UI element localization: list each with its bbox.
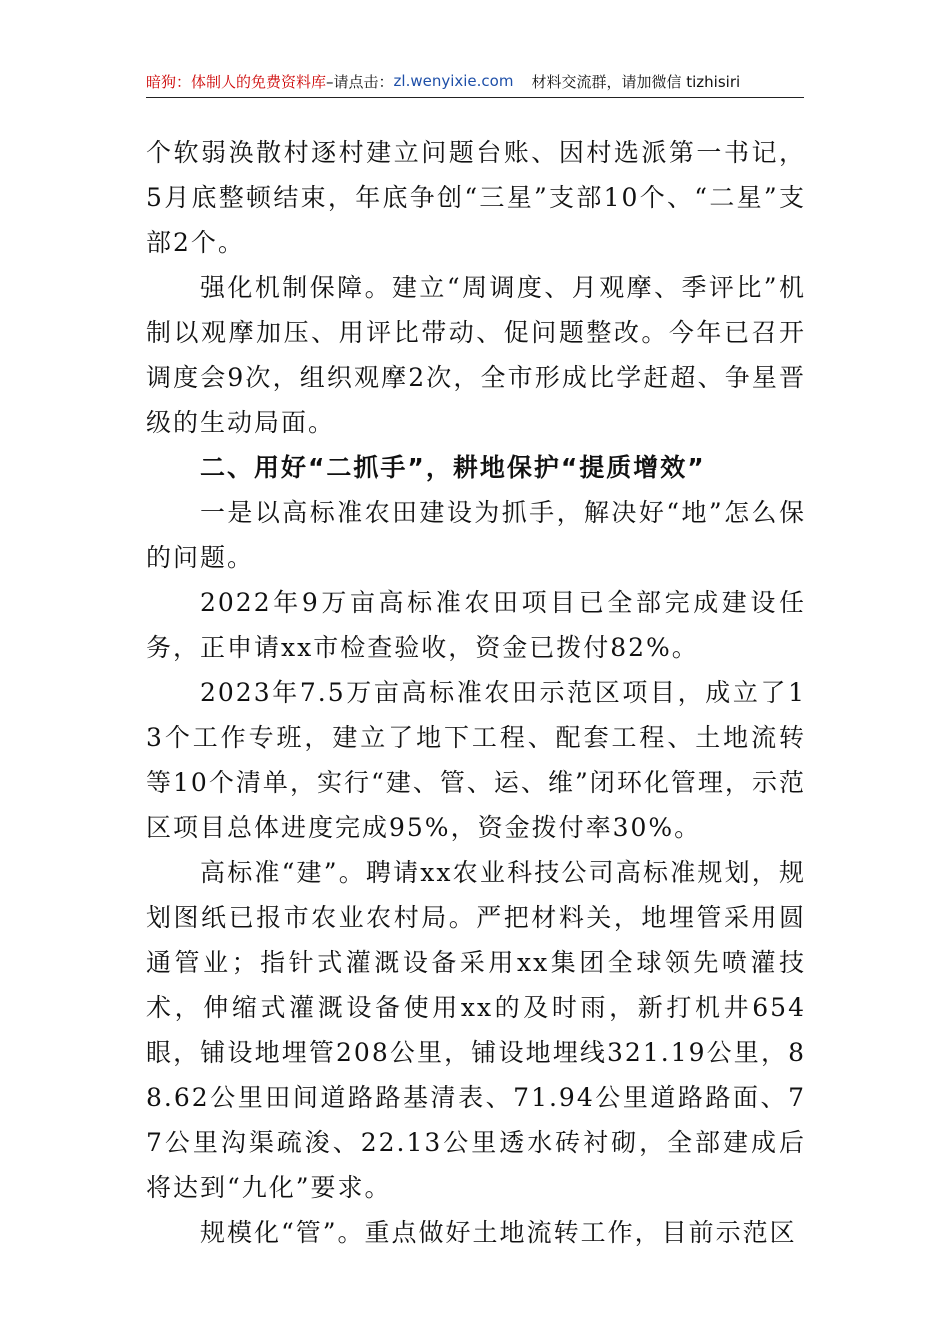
paragraph-4: 2022年9万亩高标准农田项目已全部完成建设任务，正申请xx市检查验收，资金已拨付82%。 [146, 588, 806, 662]
paragraph-3: 一是以高标准农田建设为抓手，解决好“地”怎么保的问题。 [146, 498, 806, 572]
paragraph-6: 高标准“建”。聘请xx农业科技公司高标准规划，规划图纸已报市农业农村局。严把材料关，地埋管采用圆通管业；指针式灌溉设备采用xx集团全球领先喷灌技术，伸缩式灌溉设备使用xx的及时雨，新打机井654眼，铺设地埋管208公里，铺设地埋线321.19公里，88.62公里田间道路路基清表、71.94公里道路路面、77公里沟渠疏浚、22.13公里透水砖衬砌，全部建成后将达到“九化”要求。 [146, 858, 806, 1202]
paragraph-1: 个软弱涣散村逐村建立问题台账、因村选派第一书记，5月底整顿结束，年底争创“三星”支部10个、“二星”支部2个。 [146, 138, 806, 257]
header-prompt: –请点击： [326, 72, 394, 91]
section-heading: 二、用好“二抓手”，耕地保护“提质增效” [200, 453, 706, 482]
header-divider [146, 97, 804, 98]
paragraph-7: 规模化“管”。重点做好土地流转工作，目前示范区 [200, 1218, 797, 1247]
paragraph-5: 2023年7.5万亩高标准农田示范区项目，成立了13个工作专班，建立了地下工程、配套工程、土地流转等10个清单，实行“建、管、运、维”闭环化管理，示范区项目总体进度完成95%，资金拨付率30%。 [146, 678, 806, 842]
paragraph-2: 强化机制保障。建立“周调度、月观摩、季评比”机制以观摩加压、用评比带动、促问题整改。今年已召开调度会9次，组织观摩2次，全市形成比学赶超、争星晋级的生动局面。 [146, 273, 806, 437]
document-body [146, 130, 806, 1255]
page-header [146, 68, 804, 94]
header-brand: 暗狗：体制人的免费资料库 [146, 72, 327, 91]
header-wechat-note: 材料交流群，请加微信 tizhisiri [531, 72, 741, 91]
header-link[interactable]: zl.wenyixie.com [393, 72, 514, 90]
